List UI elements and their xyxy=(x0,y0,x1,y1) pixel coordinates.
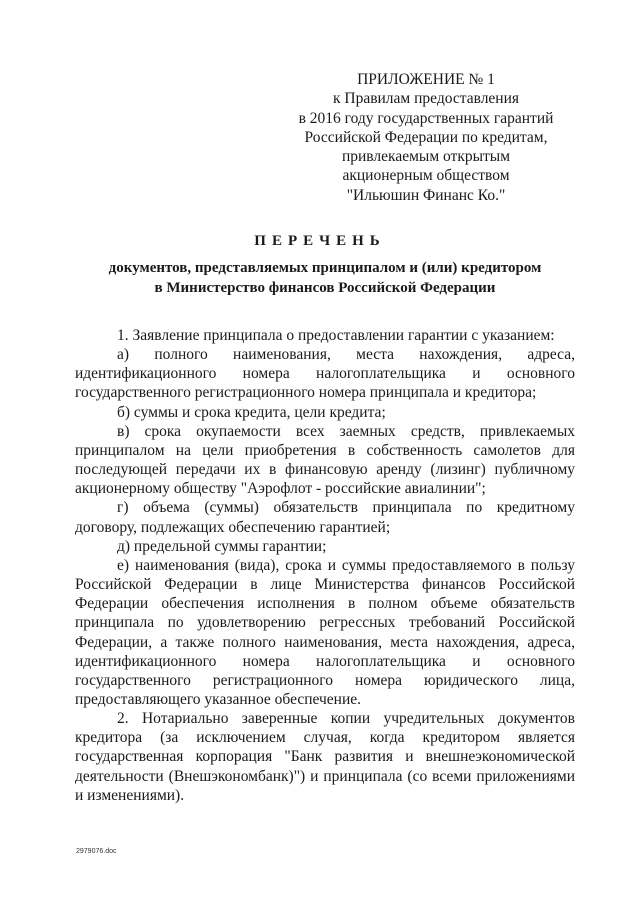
appendix-line: в 2016 году государственных гарантий xyxy=(298,109,554,127)
subtitle-line: документов, представляемых принципалом и (или) кредитором xyxy=(108,260,542,276)
appendix-line: Российской Федерации по кредитам, xyxy=(304,128,548,146)
appendix-line: ПРИЛОЖЕНИЕ № 1 xyxy=(357,71,495,88)
file-name-footer: 2979076.doc xyxy=(76,848,117,855)
paragraph-item-1c: в) срока окупаемости всех заемных средств, привлекаемых принципалом на цели приобретения в собственность самолетов для последующей передачи их в финансовую аренду (лизинг) публичному акционерному обществу "Аэрофлот - российские авиалинии"; xyxy=(75,422,575,498)
paragraph-item-1b: б) суммы и срока кредита, цели кредита; xyxy=(117,403,386,421)
paragraph-item-1e: д) предельной суммы гарантии; xyxy=(117,537,327,555)
appendix-line: "Ильюшин Финанс Ко." xyxy=(346,186,506,204)
paragraph-item-1: 1. Заявление принципала о предоставлении гарантии с указанием: xyxy=(117,327,555,344)
appendix-header xyxy=(292,70,560,205)
document-title: ПЕРЕЧЕНЬ xyxy=(254,233,386,249)
document-subtitle xyxy=(60,258,590,298)
paragraph-item-1f: е) наименования (вида), срока и суммы предоставляемого в пользу Российской Федерации в лице Министерства финансов Российской Федерации обеспечения исполнения в полном объеме обязательств принципала по удовлетворению регрессных требований Российской Федерации, а также полного наименования, места нахождения, адреса, идентификационного номера налогоплательщика и основного государственного регистрационного номера юридического лица, предоставляющего указанное обеспечение. xyxy=(75,556,575,708)
subtitle-line: в Министерство финансов Российской Федерации xyxy=(154,280,496,296)
appendix-line: к Правилам предоставления xyxy=(332,90,520,108)
appendix-line: акционерным обществом xyxy=(342,167,510,185)
appendix-line: привлекаемым открытым xyxy=(341,148,511,166)
paragraph-item-2: 2. Нотариально заверенные копии учредительных документов кредитора (за исключением случая, когда кредитором является государственная корпорация "Банк развития и внешнеэкономической деятельности (Внешэкономбанк)") и принципала (со всеми приложениями и изменениями). xyxy=(75,710,575,804)
paragraph-item-1a: а) полного наименования, места нахождения, адреса, идентификационного номера налогоплательщика и основного государственного регистрационного номера принципала и кредитора; xyxy=(75,346,575,402)
paragraph-item-1d: г) объема (суммы) обязательств принципала по кредитному договору, подлежащих обеспечению гарантией; xyxy=(75,499,575,536)
document-body xyxy=(75,326,575,805)
